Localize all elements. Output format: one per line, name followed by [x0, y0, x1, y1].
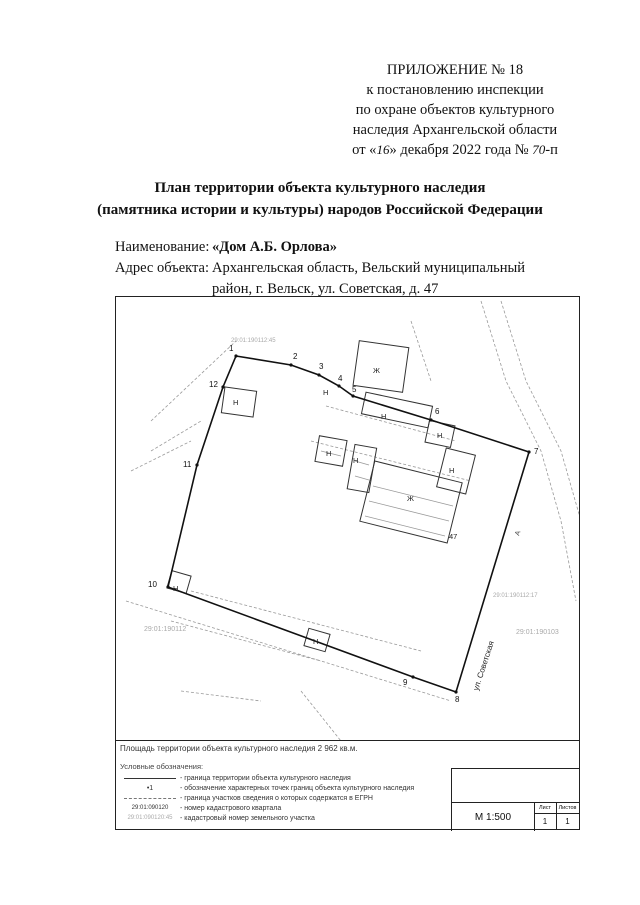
parcel-line	[151, 421, 201, 451]
title-line-2: (памятника истории и культуры) народов Российской Федерации	[97, 202, 543, 218]
parcel-line	[151, 341, 239, 421]
boundary-point-label-6: 6	[435, 407, 440, 416]
legend-symbol: 29:01:090120:45	[127, 815, 173, 821]
plot-number-right: 29:01:190112:17	[493, 593, 538, 599]
map-footer	[115, 741, 580, 830]
boundary-point-label-3: 3	[319, 362, 324, 371]
name-row	[115, 237, 542, 258]
street-name-label: ул. Советская	[471, 639, 496, 692]
parcel-line	[171, 621, 321, 661]
building	[221, 387, 256, 417]
address-label: Адрес объекта:	[115, 260, 209, 276]
name-label: Наименование:	[115, 239, 210, 255]
legend-row-boundary	[120, 773, 450, 783]
appendix-line-4: наследия Архангельской области	[352, 122, 558, 138]
parcel-line	[411, 321, 431, 381]
appendix-number: ПРИЛОЖЕНИЕ № 18	[386, 62, 524, 78]
legend-symbol	[120, 778, 180, 779]
street-edge-line-2	[501, 301, 580, 521]
appendix-line-3: по охране объектов культурного	[355, 102, 555, 118]
legend-row-points	[120, 783, 450, 793]
sheets-header: Листов	[556, 802, 579, 814]
decree-number-handwritten: 70	[532, 142, 546, 157]
area-text: Площадь территории объекта культурного наследия 2 962 кв.м.	[120, 744, 358, 753]
date-prefix: от «	[352, 142, 377, 158]
appendix-date	[330, 140, 580, 160]
map-drawing	[116, 297, 580, 741]
address-row	[115, 258, 542, 300]
quarter-number-left: 29:01:190112	[144, 626, 187, 633]
plot-number-top: 29:01:190112:45	[231, 338, 276, 344]
legend-title: Условные обозначения:	[120, 762, 204, 771]
building-label: Н	[233, 398, 239, 407]
building-label: Н	[313, 637, 319, 646]
legend-text: - кадастровый номер земельного участка	[180, 814, 315, 822]
building	[347, 444, 376, 492]
boundary-point-label-5: 5	[352, 385, 357, 394]
boundary-point-label-12: 12	[209, 380, 218, 389]
boundary-point-label-4: 4	[338, 374, 343, 383]
building-label: Ж	[407, 494, 414, 503]
boundary-point-11	[195, 463, 198, 466]
address-value: Архангельская область, Вельский муниципальный район, г. Вельск, ул. Советская, д. 47	[212, 260, 526, 297]
boundary-point-12	[221, 385, 224, 388]
legend	[120, 773, 450, 823]
neighbor-parcels	[126, 301, 580, 741]
boundary-point-7	[527, 450, 530, 453]
boundary-point-label-2: 2	[293, 352, 298, 361]
legend-symbol: •1	[146, 784, 154, 792]
boundary-point-5	[351, 394, 354, 397]
appendix-line-2: к постановлению инспекции	[366, 82, 544, 98]
building-label: Ж	[373, 366, 380, 375]
date-suffix: -п	[545, 142, 558, 158]
sheet-header: Лист	[534, 802, 557, 814]
object-info	[115, 237, 542, 300]
sheets-value: 1	[565, 817, 570, 826]
boundary-point-10	[166, 585, 169, 588]
document-title	[60, 177, 580, 221]
building-label: Н	[437, 431, 443, 440]
building-label: Н	[323, 388, 329, 397]
quarter-number-right: 29:01:190103	[516, 629, 559, 636]
boundary-point-label-8: 8	[455, 695, 460, 704]
boundary-point-label-7: 7	[534, 447, 539, 456]
legend-symbol	[120, 798, 180, 799]
house-number-label: 47	[449, 532, 458, 541]
site-plan-map	[115, 296, 580, 741]
legend-row-plot	[120, 813, 450, 823]
boundary-point-8	[454, 690, 457, 693]
boundary-point-label-10: 10	[148, 580, 157, 589]
legend-row-quarter	[120, 803, 450, 813]
building-label: Н	[353, 456, 359, 465]
sheet-value: 1	[534, 813, 557, 830]
parcel-line	[301, 691, 341, 741]
appendix-header	[330, 60, 580, 160]
cadastral-labels	[144, 338, 559, 636]
building	[437, 448, 476, 494]
legend-row-egrn	[120, 793, 450, 803]
boundary-point-2	[289, 363, 292, 366]
boundary-point-4	[337, 384, 340, 387]
legend-text: - номер кадастрового квартала	[180, 804, 282, 812]
boundary-point-label-9: 9	[403, 678, 408, 687]
boundary-point-6	[429, 418, 432, 421]
title-line-1: План территории объекта культурного наследия	[154, 180, 486, 196]
date-day-handwritten: 16	[376, 142, 390, 157]
parcel-line	[131, 441, 191, 471]
legend-symbol: 29:01:090120	[131, 805, 169, 811]
building-label: Н	[173, 584, 179, 593]
building-label: Н	[326, 449, 332, 458]
name-value: «Дом А.Б. Орлова»	[212, 239, 337, 255]
boundary-points	[148, 344, 539, 704]
boundary-line-symbol	[124, 778, 176, 779]
building-label: Н	[381, 412, 387, 421]
title-block	[451, 768, 579, 831]
boundary-point-3	[317, 373, 320, 376]
egrn-line-symbol	[124, 798, 176, 799]
boundary-point-label-11: 11	[183, 460, 192, 469]
parcel-line	[191, 591, 421, 651]
legend-text: - обозначение характерных точек границ объекта культурного наследия	[180, 784, 415, 792]
street-mark: А	[514, 530, 523, 537]
legend-text: - граница участков сведения о которых содержатся в ЕГРН	[180, 794, 373, 802]
scale-label: М 1:500	[452, 802, 535, 831]
boundary-point-9	[411, 675, 414, 678]
building-label: Н	[449, 466, 455, 475]
boundary-point-label-1: 1	[229, 344, 234, 353]
building	[353, 341, 409, 393]
legend-text: - граница территории объекта культурного наследия	[180, 774, 351, 782]
date-middle: » декабря 2022 года №	[389, 142, 533, 158]
parcel-line	[181, 691, 261, 701]
boundary-point-1	[234, 354, 237, 357]
